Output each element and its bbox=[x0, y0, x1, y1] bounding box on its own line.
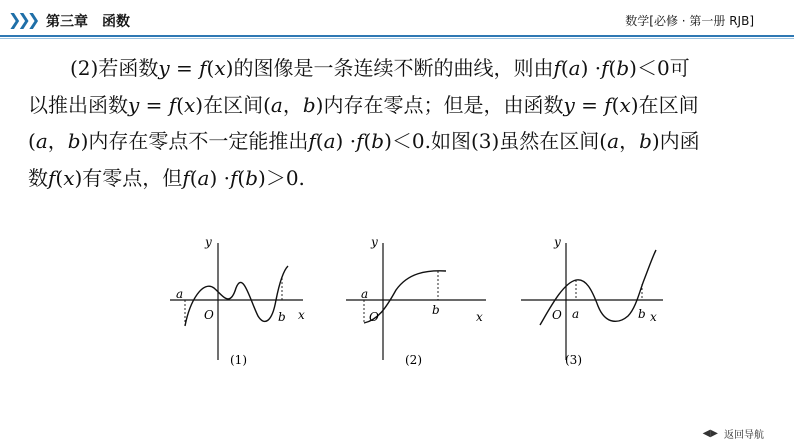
a-label: a bbox=[361, 287, 369, 301]
caption: (3) bbox=[565, 353, 582, 367]
back-nav-button[interactable] bbox=[703, 426, 764, 441]
y-label: y bbox=[371, 235, 378, 249]
y-label: y bbox=[205, 235, 212, 249]
chapter-title: 第三章 函数 bbox=[46, 14, 130, 30]
x-label: x bbox=[650, 310, 657, 324]
header-divider-thin bbox=[0, 38, 794, 39]
paragraph-line-2: 以推出函数y = f(x)在区间(a，b)内存在零点；但是，由函数y = f(x)在区间 bbox=[28, 92, 699, 117]
figures bbox=[168, 228, 668, 378]
caption: (1) bbox=[230, 353, 247, 367]
figure-1 bbox=[170, 235, 305, 367]
x-label: x bbox=[298, 308, 305, 322]
paragraph bbox=[28, 50, 778, 196]
paragraph-line-4: 数f(x)有零点，但f(a) ·f(b)＞0. bbox=[28, 165, 305, 190]
figure-2 bbox=[346, 235, 486, 367]
function-graphs bbox=[168, 228, 668, 378]
back-nav-label: 返回导航 bbox=[724, 430, 764, 441]
paragraph-line-3: (a，b)内存在零点不一定能推出f(a) ·f(b)＜0.如图(3)虽然在区间(a，b)内函 bbox=[28, 129, 700, 153]
b-label: b bbox=[432, 303, 440, 317]
header-divider bbox=[0, 35, 794, 37]
origin-label: O bbox=[369, 310, 379, 324]
curve bbox=[185, 266, 288, 326]
a-label: a bbox=[176, 287, 184, 301]
b-label: b bbox=[638, 307, 646, 321]
b-label: b bbox=[278, 310, 286, 324]
x-label: x bbox=[476, 310, 483, 324]
y-label: y bbox=[554, 235, 561, 249]
figure-3 bbox=[521, 235, 663, 367]
caption: (2) bbox=[405, 353, 422, 367]
back-arrow-icon: ◀▶ bbox=[702, 428, 718, 439]
a-label: a bbox=[572, 307, 580, 321]
chevrons-icon: ❯❯❯ bbox=[8, 10, 37, 29]
book-title: 数学[必修 · 第一册 RJB] bbox=[625, 14, 754, 28]
header-bar bbox=[0, 0, 794, 38]
origin-label: O bbox=[552, 308, 562, 322]
origin-label: O bbox=[204, 308, 214, 322]
paragraph-line-1: (2)若函数y = f(x)的图像是一条连续不断的曲线，则由f(a) ·f(b)＜0可 bbox=[70, 56, 690, 80]
